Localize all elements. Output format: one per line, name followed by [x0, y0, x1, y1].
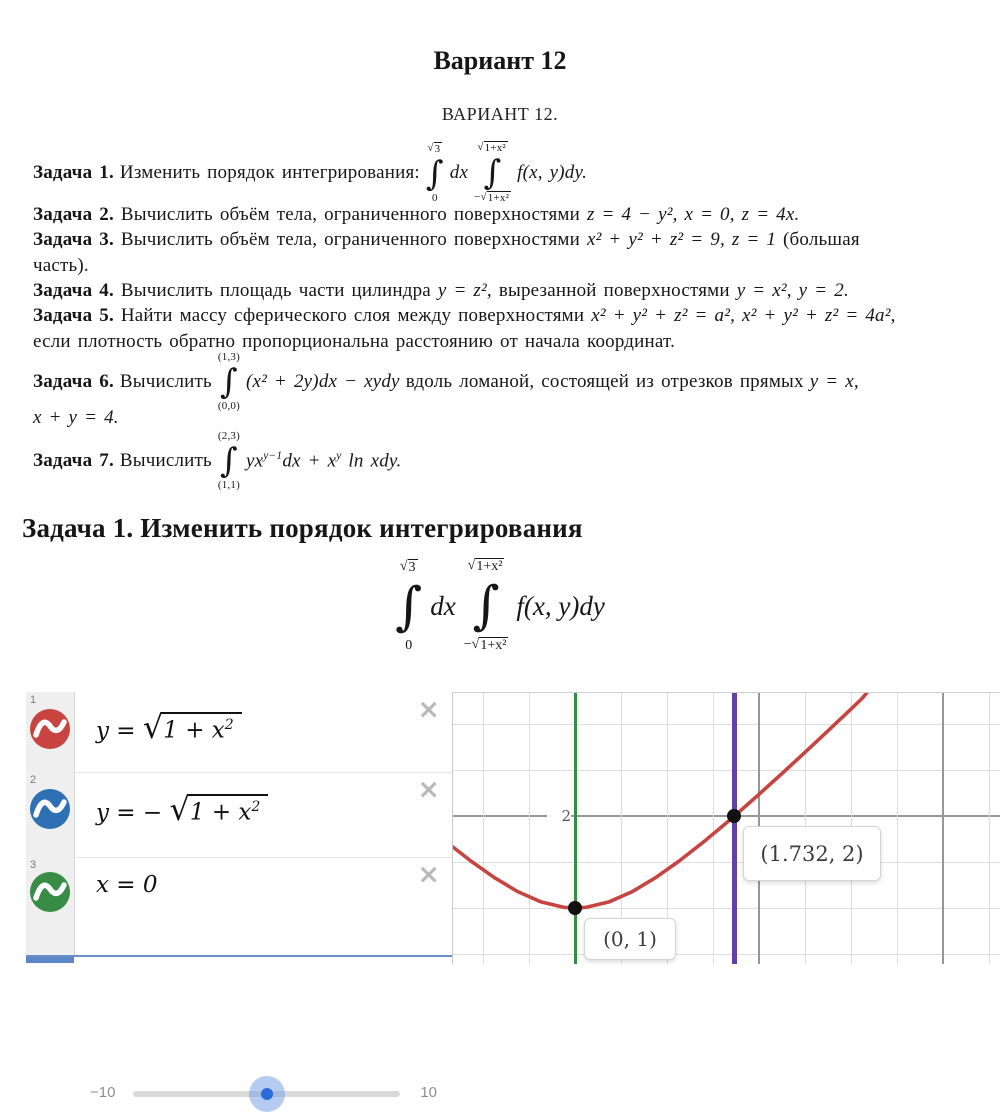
- expression-index: 3: [30, 859, 37, 871]
- section-heading: Задача 1. Изменить порядок интегрирования: [22, 513, 583, 543]
- document-title: Вариант 12: [433, 46, 567, 75]
- task-5-continuation: если плотность обратно пропорциональна расстоянию от начала координат.: [33, 331, 676, 352]
- inner-integral: √ 1+x² ∫ − √ 1+x²: [463, 558, 507, 653]
- point-1732-2[interactable]: [727, 809, 741, 823]
- task-6-line: Задача 6. Вычислить (1,3) ∫ (0,0) (x² + 2y)dx − xydy вдоль ломаной, состоящей из отрезков прямых y = x,: [33, 351, 859, 412]
- outer-integral: √ 3 ∫ 0: [395, 558, 423, 653]
- integral-sign: ∫: [220, 441, 238, 481]
- task-5-line: Задача 5. Найти массу сферического слоя между поверхностями x² + y² + z² = a², x² + y² + z² = 4a²,: [33, 305, 896, 326]
- curve-color-icon[interactable]: [30, 872, 70, 912]
- main-formula: [0, 558, 1000, 654]
- curve-color-icon[interactable]: [30, 789, 70, 829]
- curve-sqrt-1-plus-x2[interactable]: [453, 693, 1000, 964]
- task-4-line: Задача 4. Вычислить площадь части цилиндра y = z², вырезанной поверхностями y = x², y = 2.: [33, 280, 849, 301]
- expression-gutter-3[interactable]: [26, 857, 75, 955]
- delete-expression-button[interactable]: ×: [417, 859, 440, 890]
- expression-row-2[interactable]: [26, 772, 452, 858]
- expression-row-1[interactable]: [26, 692, 452, 773]
- expression-row-3[interactable]: [26, 857, 452, 1101]
- integral-sign: ∫: [425, 153, 444, 194]
- outer-integral: √ 3 ∫ 0: [425, 141, 444, 204]
- sqrt-symbol: √: [142, 708, 164, 746]
- task-1-label: Задача 1.: [33, 162, 114, 183]
- expression-index: 1: [30, 694, 37, 706]
- task-3-continuation: часть).: [33, 255, 89, 276]
- task-2-line: Задача 2. Вычислить объём тела, ограниченного поверхностями z = 4 − y², x = 0, z = 4x.: [33, 204, 800, 225]
- slider-row: [75, 1080, 452, 1116]
- dx-term: dx: [430, 590, 456, 621]
- line-integral: (1,3) ∫ (0,0): [217, 351, 240, 412]
- graph-canvas[interactable]: [452, 692, 1000, 964]
- task-1-text: Изменить порядок интегрирования:: [119, 162, 420, 183]
- point-label-1732-2: (1.732, 2): [743, 826, 881, 881]
- task-3-line: Задача 3. Вычислить объём тела, ограниченного поверхностями x² + y² + z² = 9, z = 1 (большая: [33, 229, 860, 250]
- expression-row-4-selected[interactable]: [26, 955, 452, 963]
- expression-gutter-1[interactable]: [26, 692, 75, 772]
- task-6-continuation: x + y = 4.: [33, 407, 119, 428]
- dx-term: dx: [449, 162, 469, 183]
- integrand: f(x, y)dy.: [517, 162, 588, 183]
- expression-index: 2: [30, 774, 37, 786]
- integral-sign: ∫: [483, 153, 502, 193]
- delete-expression-button[interactable]: ×: [417, 774, 440, 805]
- selected-row-gutter: [26, 957, 74, 963]
- task-7-line: Задача 7. Вычислить (2,3) ∫ (1,1) $yx^{y-1}dx + x^y$ ln xdy.: [33, 430, 402, 491]
- point-label-0-1: (0, 1): [584, 918, 676, 960]
- desmos-expression-panel: [26, 692, 452, 1101]
- integrand: f(x, y)dy: [516, 590, 605, 621]
- y-axis-tick-label: 2: [547, 805, 571, 827]
- slider-thumb[interactable]: [261, 1088, 273, 1100]
- slider-thumb-halo: [249, 1076, 285, 1112]
- integral-sign: ∫: [395, 576, 423, 637]
- inner-integral: √ 1+x² ∫ − √ 1+x²: [474, 141, 510, 204]
- expression-gutter-2[interactable]: [26, 772, 75, 857]
- integral-sign: ∫: [472, 576, 500, 636]
- task-1-line: [33, 139, 587, 207]
- sqrt-symbol: √: [169, 790, 190, 828]
- variant-heading: ВАРИАНТ 12.: [441, 104, 559, 124]
- expression-input[interactable]: y = − √ $1 + x^2$: [96, 794, 268, 826]
- point-0-1[interactable]: [568, 901, 582, 915]
- slider-max-label[interactable]: 10: [420, 1084, 437, 1101]
- expression-input[interactable]: x = 0: [96, 872, 158, 898]
- curve-color-icon[interactable]: [30, 709, 70, 749]
- integral-sign: ∫: [220, 362, 238, 402]
- expression-input[interactable]: y = √ $1 + x^2$: [96, 712, 242, 744]
- slider-min-label[interactable]: −10: [90, 1084, 116, 1101]
- line-integral: (2,3) ∫ (1,1): [217, 430, 240, 491]
- slider-track[interactable]: [133, 1091, 400, 1097]
- delete-expression-button[interactable]: ×: [417, 694, 440, 725]
